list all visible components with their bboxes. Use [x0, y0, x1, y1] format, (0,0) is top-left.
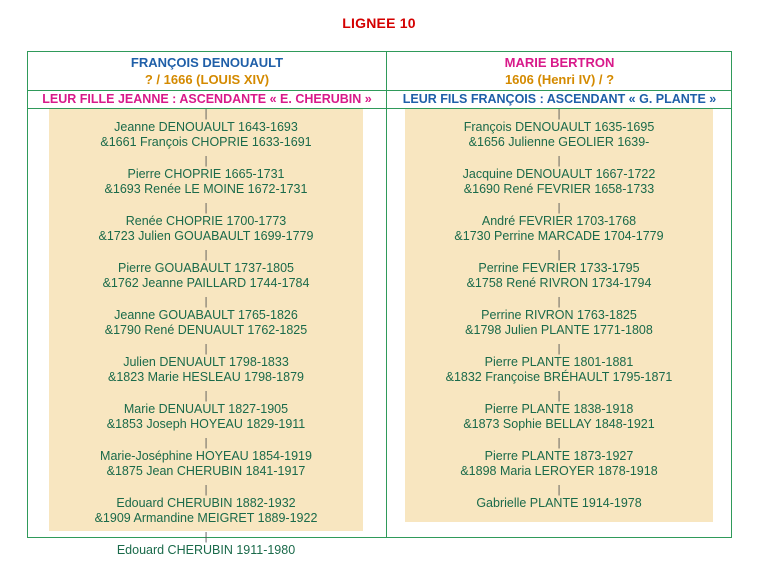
left-ancestor-dates: ? / 1666 (LOUIS XIV): [144, 72, 270, 87]
spouse-line: &1798 Julien PLANTE 1771-1808: [465, 323, 653, 337]
generation-block: [49, 167, 363, 197]
descent-connector: |: [204, 202, 208, 214]
spouse-line: &1690 René FEVRIER 1658-1733: [463, 182, 655, 196]
descendant-line: François DENOUAULT 1635-1695: [463, 120, 655, 134]
descent-connector: |: [557, 484, 561, 496]
generation-block: [405, 308, 713, 338]
generation-block: [49, 543, 363, 558]
descendant-line: Julien DENUAULT 1798-1833: [123, 355, 289, 369]
spouse-line: &1823 Marie HESLEAU 1798-1879: [108, 370, 304, 384]
descendant-line: Jeanne GOUABAULT 1765-1826: [114, 308, 298, 322]
descent-connector: |: [557, 249, 561, 261]
generation-block: [405, 402, 713, 432]
page-title: LIGNEE 10: [342, 15, 416, 31]
descendant-line: Marie DENUAULT 1827-1905: [123, 402, 289, 416]
descendant-line: Pierre GOUABAULT 1737-1805: [117, 261, 294, 275]
descent-connector: |: [204, 531, 208, 543]
descendant-line: Jacquine DENOUAULT 1667-1722: [462, 167, 656, 181]
generation-block: [49, 214, 363, 244]
descent-connector: |: [557, 108, 561, 120]
descent-connector: |: [204, 390, 208, 402]
generation-block: [49, 261, 363, 291]
spouse-line: &1909 Armandine MEIGRET 1889-1922: [94, 511, 318, 525]
spouse-line: &1832 Françoise BRÉHAULT 1795-1871: [445, 370, 673, 384]
generation-block: [405, 120, 713, 150]
generation-block: [49, 496, 363, 526]
descendant-line: Marie-Joséphine HOYEAU 1854-1919: [100, 449, 312, 463]
descent-connector: |: [557, 155, 561, 167]
generation-block: [405, 261, 713, 291]
generation-block: [405, 496, 713, 511]
descent-connector: |: [204, 484, 208, 496]
descendant-line: Perrine RIVRON 1763-1825: [481, 308, 637, 322]
descendant-line: Pierre PLANTE 1801-1881: [484, 355, 634, 369]
descendant-line: Edouard CHERUBIN 1911-1980: [116, 543, 296, 557]
spouse-line: &1661 François CHOPRIE 1633-1691: [100, 135, 312, 149]
descent-connector: |: [557, 202, 561, 214]
left-ancestor-name: FRANÇOIS DENOUAULT: [130, 55, 284, 70]
descendant-line: Edouard CHERUBIN 1882-1932: [116, 496, 296, 510]
spouse-line: &1790 René DENUAULT 1762-1825: [104, 323, 308, 337]
descent-connector: |: [204, 249, 208, 261]
descendant-line: Pierre PLANTE 1873-1927: [484, 449, 634, 463]
generation-block: [49, 355, 363, 385]
spouse-line: &1693 Renée LE MOINE 1672-1731: [104, 182, 308, 196]
descent-connector: |: [557, 343, 561, 355]
right-ancestor-name: MARIE BERTRON: [504, 55, 615, 70]
generation-block: [49, 120, 363, 150]
generation-block: [405, 214, 713, 244]
right-ancestor-dates: 1606 (Henri IV) / ?: [504, 72, 615, 87]
generation-block: [405, 355, 713, 385]
descendant-line: Jeanne DENOUAULT 1643-1693: [114, 120, 298, 134]
descendant-line: Pierre CHOPRIE 1665-1731: [127, 167, 285, 181]
spouse-line: &1898 Maria LEROYER 1878-1918: [460, 464, 658, 478]
generation-block: [49, 449, 363, 479]
descent-connector: |: [204, 437, 208, 449]
right-lineage-subtitle: LEUR FILS FRANÇOIS : ASCENDANT « G. PLANTE »: [402, 92, 717, 106]
descent-connector: |: [204, 296, 208, 308]
generation-block: [405, 449, 713, 479]
spouse-line: &1758 René RIVRON 1734-1794: [466, 276, 652, 290]
descendant-line: Gabrielle PLANTE 1914-1978: [476, 496, 642, 510]
descent-connector: |: [557, 390, 561, 402]
generation-block: [49, 402, 363, 432]
descendant-line: André FEVRIER 1703-1768: [481, 214, 637, 228]
spouse-line: &1875 Jean CHERUBIN 1841-1917: [106, 464, 306, 478]
descent-connector: |: [204, 155, 208, 167]
descent-connector: |: [204, 108, 208, 120]
spouse-line: &1762 Jeanne PAILLARD 1744-1784: [102, 276, 310, 290]
left-ancestor-header: [28, 54, 386, 90]
right-ancestor-header: [387, 54, 732, 90]
spouse-line: &1656 Julienne GEOLIER 1639-: [468, 135, 650, 149]
left-lineage-subtitle: LEUR FILLE JEANNE : ASCENDANTE « E. CHERUBIN »: [42, 92, 372, 106]
spouse-line: &1730 Perrine MARCADE 1704-1779: [454, 229, 664, 243]
descent-connector: |: [557, 437, 561, 449]
left-descent-panel: [49, 108, 363, 557]
generation-block: [405, 167, 713, 197]
right-descent-panel: [405, 109, 713, 522]
spouse-line: &1873 Sophie BELLAY 1848-1921: [463, 417, 655, 431]
descendant-line: Renée CHOPRIE 1700-1773: [125, 214, 287, 228]
descent-connector: |: [557, 296, 561, 308]
descendant-line: Pierre PLANTE 1838-1918: [484, 402, 634, 416]
spouse-line: &1853 Joseph HOYEAU 1829-1911: [106, 417, 306, 431]
column-divider: [386, 52, 387, 537]
spouse-line: &1723 Julien GOUABAULT 1699-1779: [98, 229, 314, 243]
descent-connector: |: [204, 343, 208, 355]
descendant-line: Perrine FEVRIER 1733-1795: [478, 261, 640, 275]
generation-block: [49, 308, 363, 338]
